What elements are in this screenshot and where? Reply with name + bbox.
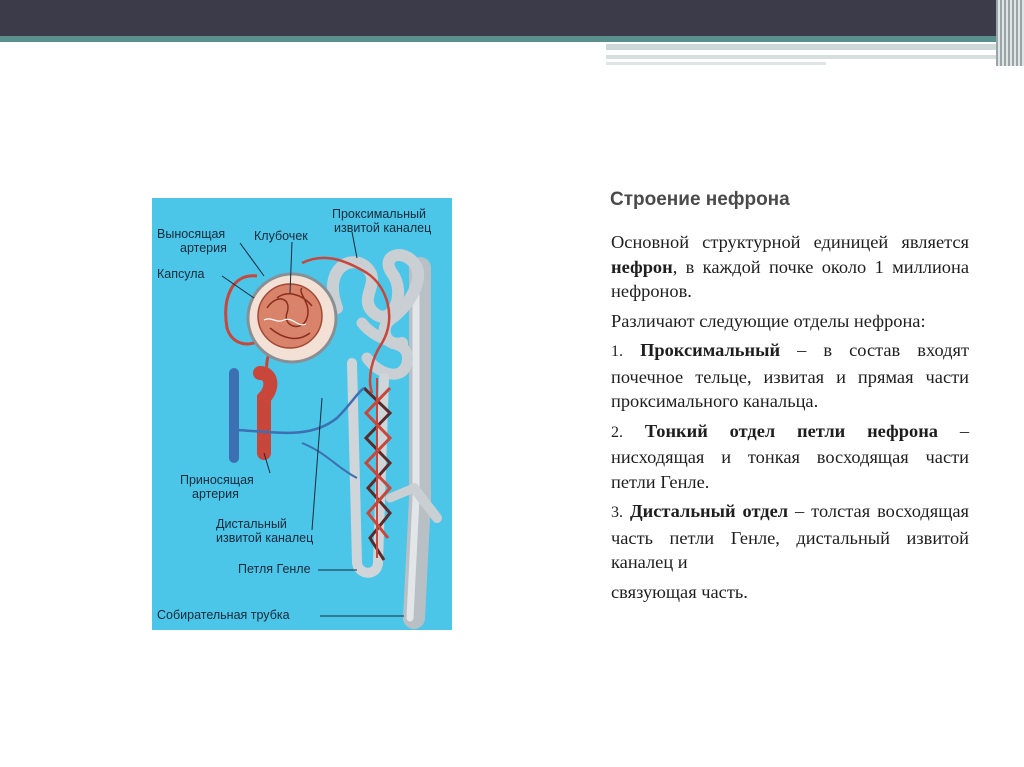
paragraph-closing: связующая часть. — [611, 581, 748, 602]
nephron-diagram — [152, 198, 452, 630]
paragraph-item-1 — [611, 338, 969, 414]
item-number: 1. — [611, 343, 623, 360]
header-stripes — [996, 0, 1024, 66]
item-text: – нисходящая и тонкая восходящая части петли Генле. — [611, 420, 970, 492]
label-collecting-duct: Собирательная трубка — [157, 608, 290, 622]
paragraph-intro — [611, 230, 969, 304]
label-afferent-line1: Приносящая — [180, 473, 254, 487]
label-efferent-line2: артерия — [180, 241, 227, 255]
slide-body — [611, 230, 969, 609]
label-loop-of-henle: Петля Генле — [238, 562, 311, 576]
item-number: 2. — [611, 423, 623, 441]
item-term: Проксимальный — [640, 340, 781, 360]
nephron-illustration — [152, 198, 452, 630]
item-text: – в состав входят почечное тельце, извитая и прямая части проксимального канальца. — [611, 340, 969, 411]
accent-bar — [606, 62, 826, 65]
label-proximal-line2: извитой каналец — [334, 221, 432, 235]
venous-branches — [302, 443, 357, 478]
label-glomerulus: Клубочек — [254, 229, 308, 243]
item-term: Тонкий отдел петли нефрона — [644, 420, 938, 441]
header-band — [0, 0, 1024, 38]
label-capsule: Капсула — [157, 267, 205, 281]
item-term: Дистальный отдел — [629, 501, 789, 521]
accent-bar — [606, 44, 996, 50]
intro-bold-term: нефрон — [611, 256, 673, 277]
label-efferent-line1: Выносящая — [157, 227, 226, 241]
header-accent-line — [0, 36, 1000, 42]
slide-title: Строение нефрона — [610, 189, 790, 210]
paragraph-item-3 — [611, 499, 969, 575]
intro-text: Основной структурной единицей является — [611, 232, 969, 252]
label-afferent-line2: артерия — [192, 487, 239, 501]
accent-bar — [606, 55, 996, 59]
paragraph-sections: Различают следующие отделы нефрона: — [611, 310, 926, 331]
label-distal-line1: Дистальный — [216, 517, 287, 531]
intro-text-end: , в каждой почке около 1 миллиона нефронов. — [611, 256, 969, 301]
venous-branches — [238, 388, 364, 433]
item-number: 3. — [611, 504, 623, 521]
item-text: – толстая восходящая часть петли Генле, дистальный извитой каналец и — [611, 501, 969, 572]
label-proximal-line1: Проксимальный — [332, 207, 426, 221]
paragraph-item-2 — [611, 419, 969, 495]
label-distal-line2: извитой каналец — [216, 531, 314, 545]
